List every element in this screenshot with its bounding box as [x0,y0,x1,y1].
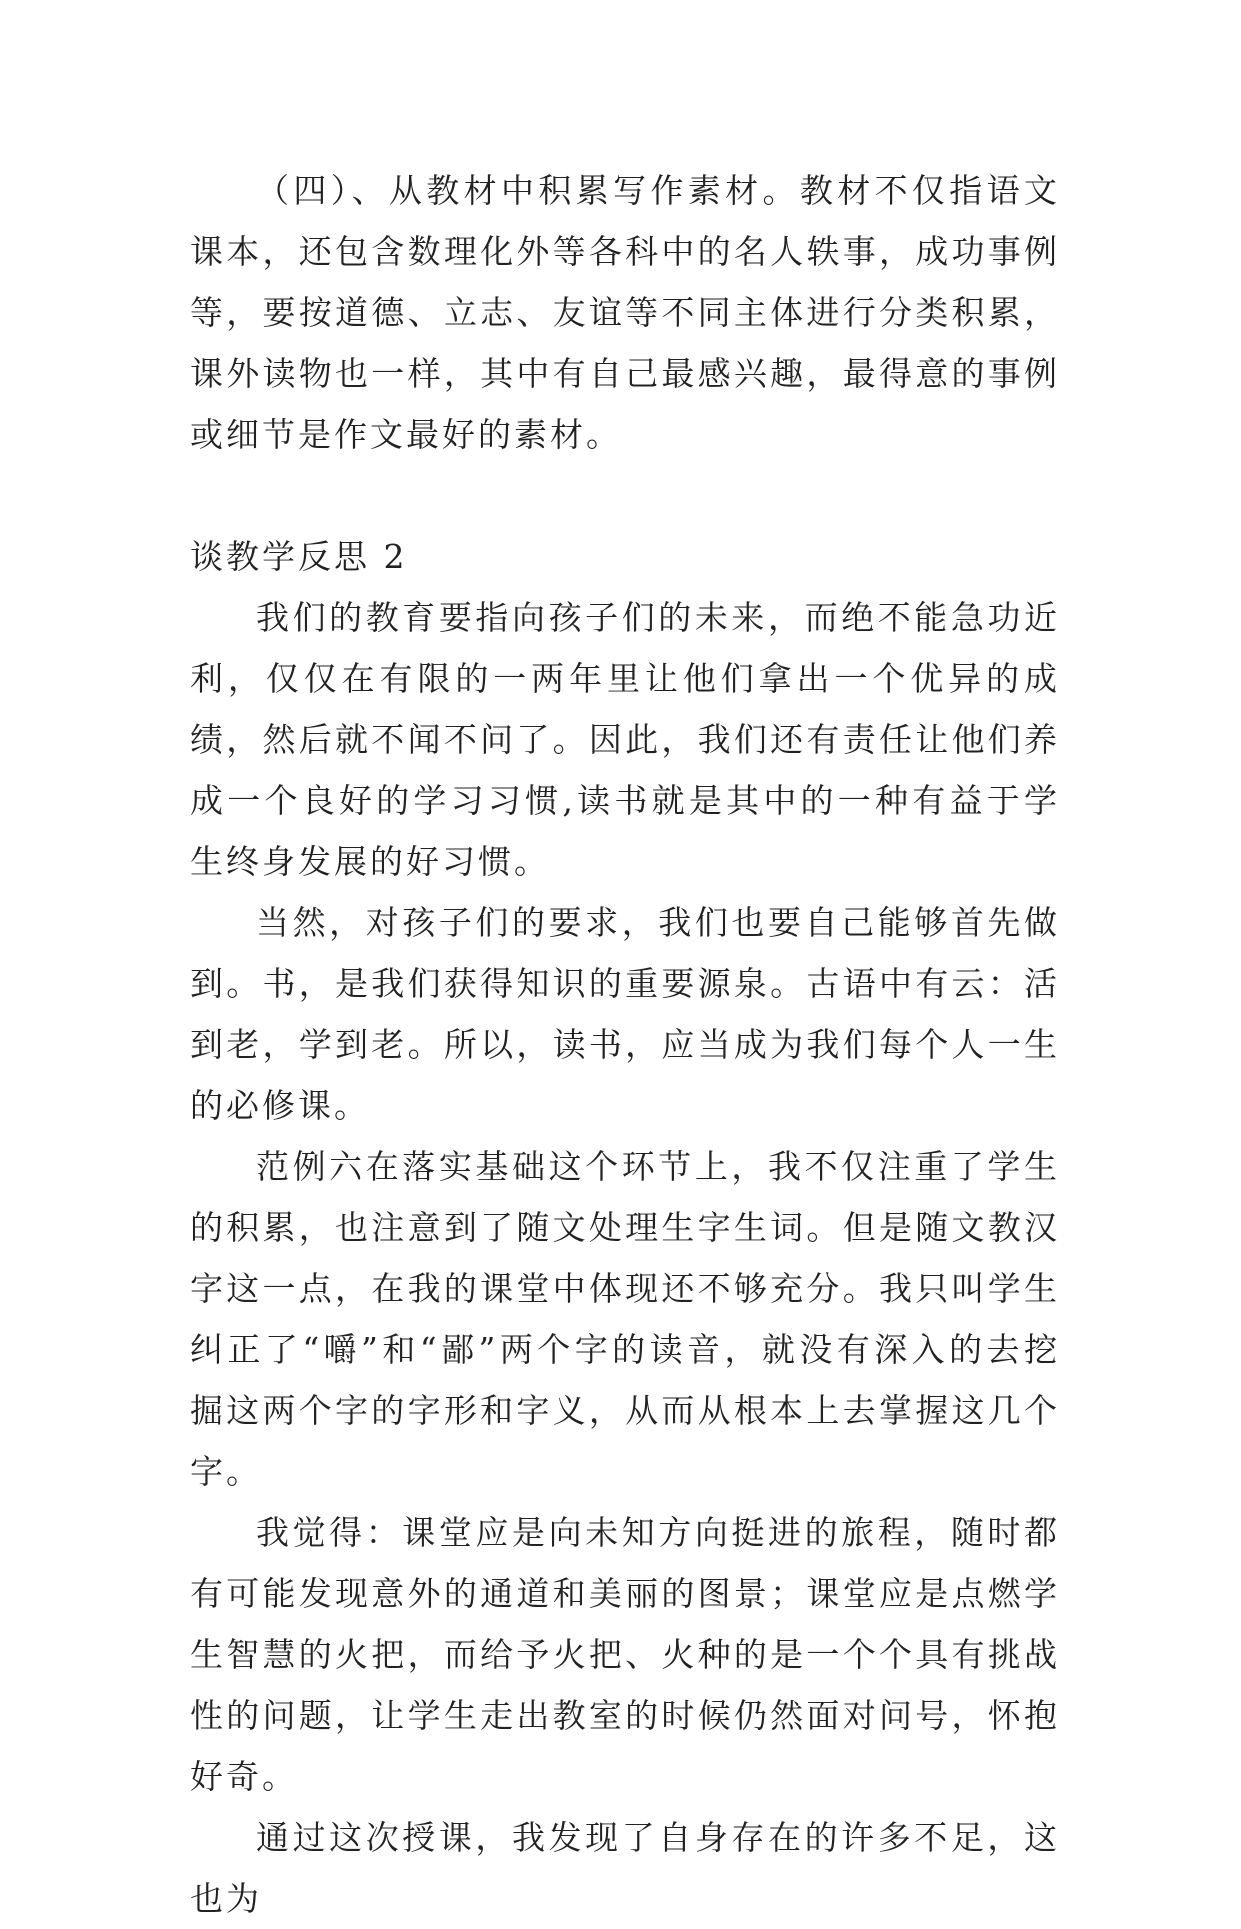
paragraph-classroom-journey: 我觉得：课堂应是向未知方向挺进的旅程，随时都有可能发现意外的通道和美丽的图景；课堂应是点燃学生智慧的火把，而给予火把、火种的是一个个具有挑战性的问题，让学生走出教室的时候仍然面对问号，怀抱好奇。 [190,1513,1060,1796]
paragraph-lesson-reflection: 通过这次授课，我发现了自身存在的许多不足，这也为 [190,1818,1060,1918]
paragraph-reading-lifelong: 当然，对孩子们的要求，我们也要自己能够首先做到。书，是我们获得知识的重要源泉。古语中有云：活到老，学到老。所以，读书，应当成为我们每个人一生的必修课。 [190,903,1060,1125]
document-body [190,160,1060,1929]
paragraph-textbook-materials: （四）、从教材中积累写作素材。教材不仅指语文课本，还包含数理化外等各科中的名人轶事，成功事例等，要按道德、立志、友谊等不同主体进行分类积累，课外读物也一样，其中有自己最感兴趣，最得意的事例或细节是作文最好的素材。 [190,171,1060,454]
paragraph-example-six: 范例六在落实基础这个环节上，我不仅注重了学生的积累，也注意到了随文处理生字生词。但是随文教汉字这一点，在我的课堂中体现还不够充分。我只叫学生纠正了“嚼”和“鄙”两个字的读音，就没有深入的去挖掘这两个字的字形和字义，从而从根本上去掌握这几个字。 [190,1147,1060,1491]
paragraph-education-future: 我们的教育要指向孩子们的未来，而绝不能急功近利，仅仅在有限的一两年里让他们拿出一个优异的成绩，然后就不闻不问了。因此，我们还有责任让他们养成一个良好的学习习惯,读书就是其中的一种有益于学生终身发展的好习惯。 [190,598,1060,881]
section-title: 谈教学反思 2 [190,537,408,576]
